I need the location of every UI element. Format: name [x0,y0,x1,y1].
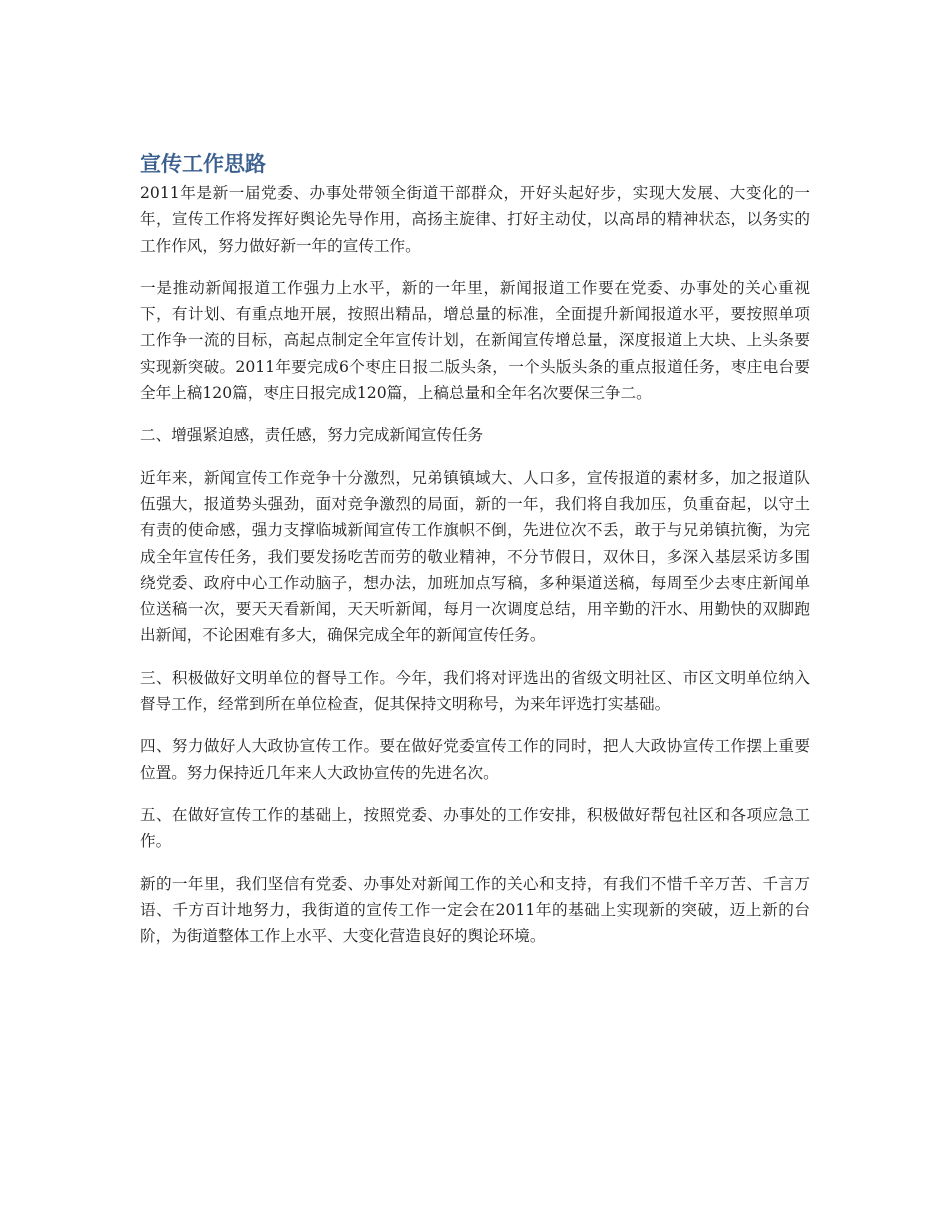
paragraph-intro: 2011年是新一届党委、办事处带领全街道干部群众，开好头起好步，实现大发展、大变化的一年，宣传工作将发挥好舆论先导作用，高扬主旋律、打好主动仗，以高昂的精神状态，以务实的工作作风，努力做好新一年的宣传工作。 [140,184,810,255]
paragraph-heading-urgency: 二、增强紧迫感，责任感，努力完成新闻宣传任务 [140,426,484,445]
paragraph-conclusion: 新的一年里，我们坚信有党委、办事处对新闻工作的关心和支持，有我们不惜千辛万苦、千言万语、千方百计地努力，我街道的宣传工作一定会在2011年的基础上实现新的突破，迈上新的台阶，为街道整体工作上水平、大变化营造良好的舆论环境。 [140,874,810,946]
paragraph-community-work: 五、在做好宣传工作的基础上，按照党委、办事处的工作安排，积极做好帮包社区和各项应急工作。 [140,805,810,851]
paragraph-npc-cppcc: 四、努力做好人大政协宣传工作。要在做好党委宣传工作的同时，把人大政协宣传工作摆上重要位置。努力保持近几年来人大政协宣传的先进名次。 [140,737,810,782]
paragraph-news-reporting: 一是推动新闻报道工作强力上水平，新的一年里，新闻报道工作要在党委、办事处的关心重视下，有计划、有重点地开展，按照出精品，增总量的标准，全面提升新闻报道水平，要按照单项工作争一流的目标，高起点制定全年宣传计划，在新闻宣传增总量，深度报道上大块、上头条要实现新突破。2011年要完成6个枣庄日报二版头条，一个头版头条的重点报道任务，枣庄电台要全年上稿120篇，枣庄日报完成120篇，上稿总量和全年名次要保三争二。 [140,278,810,403]
paragraph-civilized-units: 三、积极做好文明单位的督导工作。今年，我们将对评选出的省级文明社区、市区文明单位纳入督导工作，经常到所在单位检查，促其保持文明称号，为来年评选打实基础。 [140,668,810,714]
paragraph-competition: 近年来，新闻宣传工作竞争十分激烈，兄弟镇镇域大、人口多，宣传报道的素材多，加之报道队伍强大，报道势头强劲，面对竞争激烈的局面，新的一年，我们将自我加压，负重奋起，以守土有责的使命感，强力支撑临城新闻宣传工作旗帜不倒，先进位次不丢，敢于与兄弟镇抗衡，为完成全年宣传任务，我们要发扬吃苦而劳的敬业精神，不分节假日，双休日，多深入基层采访多围绕党委、政府中心工作动脑子，想办法，加班加点写稿，多种渠道送稿，每周至少去枣庄新闻单位送稿一次，要天天看新闻，天天听新闻，每月一次调度总结，用辛勤的汗水、用勤快的双脚跑出新闻，不论困难有多大，确保完成全年的新闻宣传任务。 [140,468,810,645]
document-page [140,148,810,965]
document-title: 宣传工作思路 [140,152,266,176]
